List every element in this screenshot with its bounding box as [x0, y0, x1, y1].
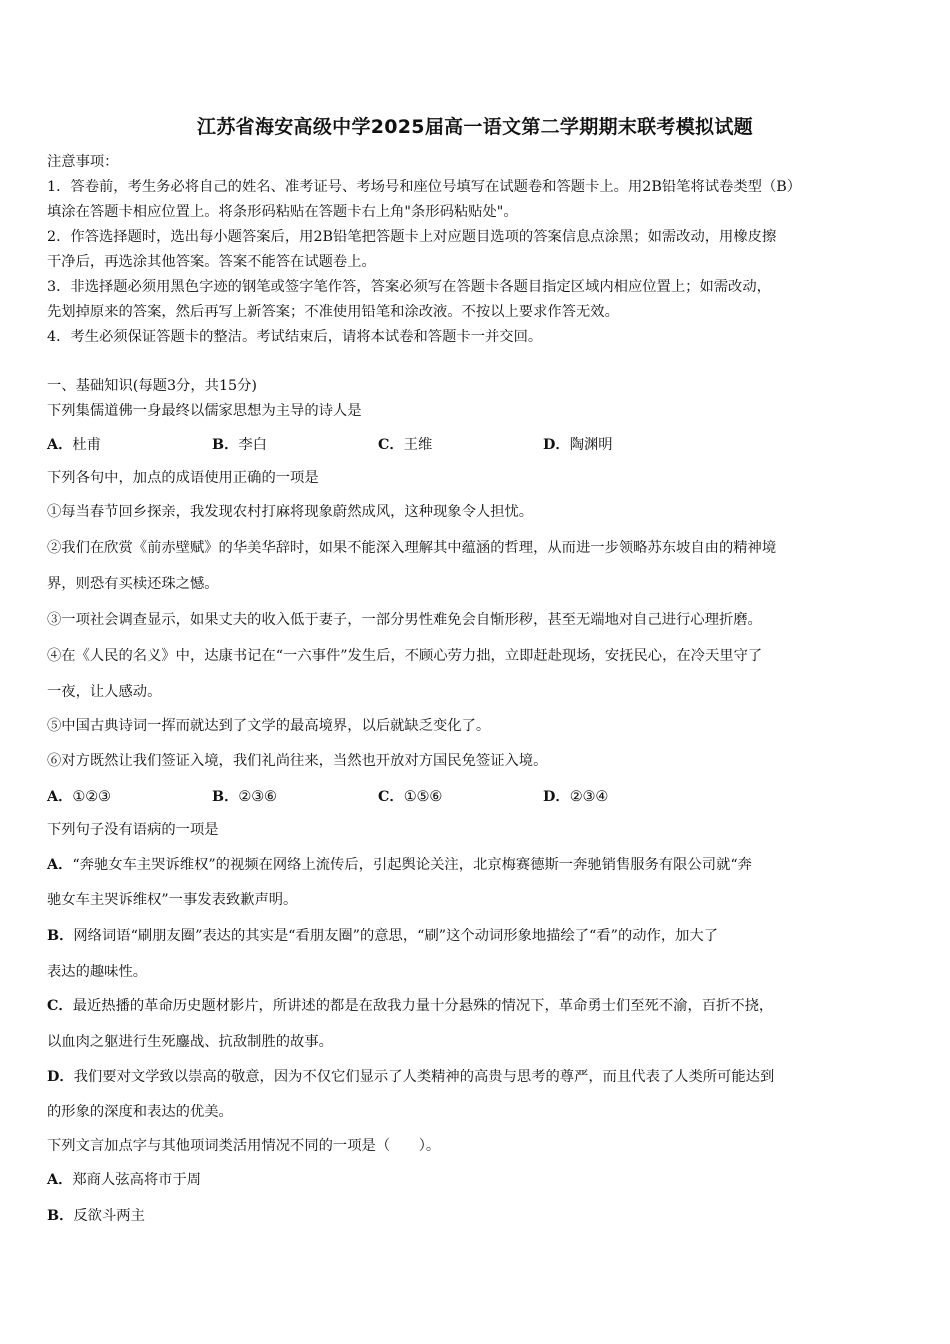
q2-option-d	[543, 787, 608, 807]
q3-option-c	[47, 996, 907, 1016]
option-letter: A．	[47, 857, 73, 873]
notice-line: 2．作答选择题时，选出每小题答案后，用2B铅笔把答题卡上对应题目选项的答案信息点涂黑；如需改动，用橡皮擦	[47, 229, 777, 245]
option-letter: C．	[47, 998, 73, 1014]
option-letter: D．	[543, 437, 570, 453]
section-heading: 一、基础知识(每题3分，共15分)	[47, 378, 258, 394]
option-letter: C．	[378, 437, 404, 453]
q2-line: 界，则恐有买椟还珠之憾。	[47, 576, 219, 592]
option-text: 网络词语“刷朋友圈”表达的其实是“看朋友圈”的意思，“刷”这个动词形象地描绘了“看”的动作，加大了	[73, 928, 719, 944]
q1-option-a	[47, 435, 101, 455]
q3-option-b	[47, 926, 907, 946]
option-text: “奔驰女车主哭诉维权”的视频在网络上流传后，引起舆论关注，北京梅赛德斯一奔驰销售服务有限公司就“奔	[72, 857, 752, 873]
page-title: 江苏省海安高级中学2025届高一语文第二学期期末联考模拟试题	[197, 116, 753, 138]
notice-line: 干净后，再选涂其他答案。答案不能答在试题卷上。	[47, 254, 376, 270]
option-text: 陶渊明	[569, 437, 613, 453]
q4-option-b	[47, 1206, 145, 1226]
option-text: ①⑤⑥	[403, 789, 443, 805]
notice-line: 先划掉原来的答案，然后再写上新答案；不准使用铅笔和涂改液。不按以上要求作答无效。	[47, 304, 619, 320]
option-letter: B．	[212, 789, 239, 805]
q1-option-c	[378, 435, 432, 455]
option-letter: B．	[212, 437, 239, 453]
q2-line: ④在《人民的名义》中，达康书记在“一六事件”发生后，不顾心劳力拙，立即赶赴现场，安抚民心，在冷天里守了	[47, 648, 763, 664]
option-text: ①②③	[72, 789, 111, 805]
option-text: 杜甫	[72, 437, 101, 453]
q2-line: ②我们在欣赏《前赤壁赋》的华美华辞时，如果不能深入理解其中蕴涵的哲理，从而进一步领略苏东坡自由的精神境	[47, 540, 777, 556]
q2-line: ③一项社会调查显示，如果丈夫的收入低于妻子，一部分男性难免会自惭形秽，甚至无端地对自己进行心理折磨。	[47, 612, 762, 628]
q2-line: ⑥对方既然让我们签证入境，我们礼尚往来，当然也开放对方国民免签证入境。	[47, 753, 548, 769]
option-letter: B．	[47, 928, 74, 944]
q3-option-d-cont: 的形象的深度和表达的优美。	[47, 1104, 233, 1120]
q2-stem: 下列各句中，加点的成语使用正确的一项是	[47, 470, 319, 486]
option-text: 反欲斗两主	[73, 1208, 145, 1224]
notice-line: 3．非选择题必须用黑色字迹的钢笔或签字笔作答，答案必须写在答题卡各题目指定区域内相应位置上；如需改动，	[47, 279, 771, 295]
option-text: 李白	[238, 437, 267, 453]
q3-option-d	[47, 1067, 907, 1087]
q2-line: ⑤中国古典诗词一挥而就达到了文学的最高境界，以后就缺乏变化了。	[47, 718, 491, 734]
q2-option-a	[47, 787, 111, 807]
notice-line: 4．考生必须保证答题卡的整洁。考试结束后，请将本试卷和答题卡一并交回。	[47, 329, 543, 345]
q3-stem: 下列句子没有语病的一项是	[47, 822, 219, 838]
q4-option-a	[47, 1170, 201, 1190]
option-letter: A．	[47, 789, 73, 805]
q3-option-a-cont: 驰女车主哭诉维权”一事发表致歉声明。	[47, 892, 298, 908]
option-letter: A．	[47, 437, 73, 453]
option-text: ②③⑥	[238, 789, 277, 805]
q4-stem: 下列文言加点字与其他项词类活用情况不同的一项是（ ）。	[47, 1138, 441, 1154]
notice-line: 填涂在答题卡相应位置上。将条形码粘贴在答题卡右上角"条形码粘贴处"。	[47, 204, 518, 220]
q1-stem: 下列集儒道佛一身最终以儒家思想为主导的诗人是	[47, 403, 362, 419]
q3-option-a	[47, 855, 907, 875]
q1-option-d	[543, 435, 613, 455]
q3-option-c-cont: 以血肉之躯进行生死鏖战、抗敌制胜的故事。	[47, 1034, 333, 1050]
option-text: ②③④	[569, 789, 609, 805]
option-text: 郑商人弦高将市于周	[72, 1172, 202, 1188]
option-text: 最近热播的革命历史题材影片，所讲述的都是在敌我力量十分悬殊的情况下，革命勇士们至死不渝，百折不挠，	[72, 998, 774, 1014]
option-text: 王维	[403, 437, 433, 453]
q1-option-b	[212, 435, 267, 455]
q2-line: ①每当春节回乡探亲，我发现农村打麻将现象蔚然成风，这种现象令人担忧。	[47, 504, 534, 520]
q2-option-c	[378, 787, 442, 807]
notice-line: 1．答卷前，考生务必将自己的姓名、准考证号、考场号和座位号填写在试题卷和答题卡上。用2B铅笔将试卷类型（B）	[47, 179, 802, 195]
option-letter: C．	[378, 789, 404, 805]
notice-heading: 注意事项：	[47, 154, 119, 170]
option-text: 我们要对文学致以崇高的敬意，因为不仅它们显示了人类精神的高贵与思考的尊严，而且代表了人类所可能达到	[73, 1069, 775, 1085]
q3-option-b-cont: 表达的趣味性。	[47, 964, 148, 980]
q2-line: 一夜，让人感动。	[47, 684, 162, 700]
option-letter: D．	[543, 789, 570, 805]
q2-option-b	[212, 787, 277, 807]
option-letter: A．	[47, 1172, 73, 1188]
option-letter: D．	[47, 1069, 74, 1085]
option-letter: B．	[47, 1208, 74, 1224]
